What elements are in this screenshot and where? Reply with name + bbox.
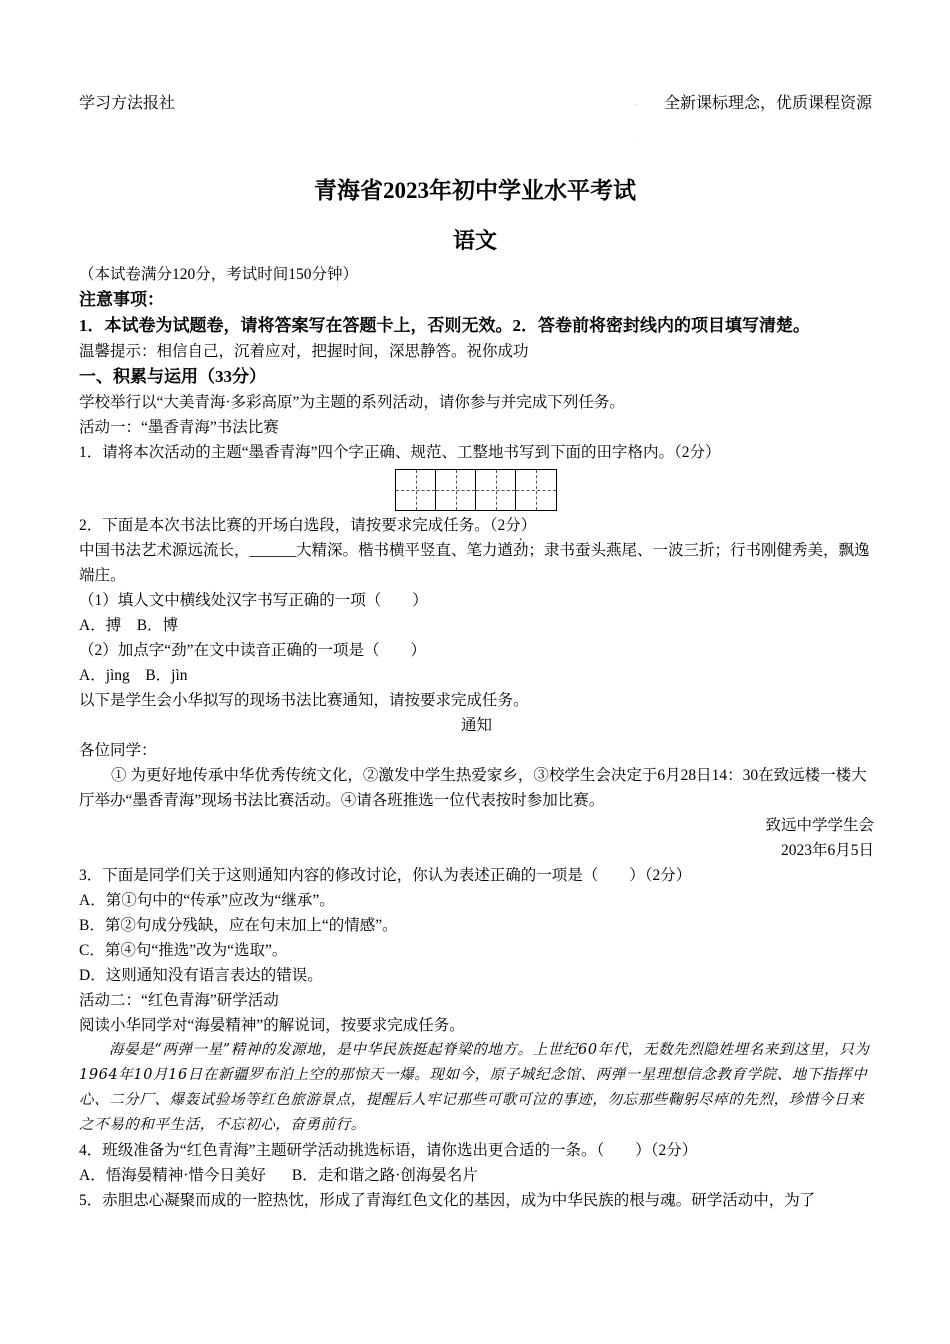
q3-option-c[interactable]: C．第④句“推选”改为“选取”。 xyxy=(79,942,288,959)
q2-passage xyxy=(79,538,874,588)
q4-options xyxy=(79,1163,874,1188)
section1-heading: 一、积累与运用（33分） xyxy=(79,367,266,386)
notice-greeting: 各位同学： xyxy=(79,742,157,759)
option-b[interactable]: B．博 xyxy=(136,617,179,634)
q2-dotted-char: 劲 xyxy=(513,542,529,559)
header-publisher: 学习方法报社 xyxy=(79,95,176,112)
writing-grid-row xyxy=(79,465,874,513)
haiyan-quote: 海晏是“两弹一星”精神的发源地，是中华民族挺起脊梁的地方。上世纪60年代，无数先烈隐姓埋名来到这里，只为1964年10月16日在新疆罗布泊上空的那惊天一爆。现如今，原子城纪念馆、两弹一星理想信念教育学院、地下指挥中心、二分厂、爆轰试验场等红色旅游景点，提醒后人牢记那些可歌可泣的事迹，勿忘那些鞠躬尽瘁的先烈，珍惜今日来之不易的和平生活，不忘初心，奋勇前行。 xyxy=(79,1042,870,1133)
option-b[interactable]: B．走和谐之路·创海晏名片 xyxy=(291,1167,478,1184)
question-4: 4．班级准备为“红色青海”主题研学活动挑选标语，请你选出更合适的一条。（ ）（2分） xyxy=(79,1142,698,1159)
tianzige-grid[interactable] xyxy=(395,469,557,511)
notice-text: ① 为更好地传承中华优秀传统文化，②激发中学生热爱家乡，③校学生会决定于6月28日14：30在致远楼一楼大厅举办“墨香青海”现场书法比赛活动。④请各班推选一位代表按时参加比赛。 xyxy=(79,767,867,809)
question-3: 3．下面是同学们关于这则通知内容的修改讨论，你认为表述正确的一项是（ ）（2分） xyxy=(79,867,692,884)
notice-signer: 致远中学学生会 xyxy=(765,817,874,834)
tianzige-cell[interactable] xyxy=(516,470,556,510)
q3-option-d[interactable]: D．这则通知没有语言表达的错误。 xyxy=(79,967,323,984)
question-1: 1．请将本次活动的主题“墨香青海”四个字正确、规范、工整地书写到下面的田字格内。（2分） xyxy=(79,444,721,461)
warm-tip: 温馨提示：相信自己，沉着应对，把握时间，深思静答。祝你成功 xyxy=(79,343,529,360)
notice-date: 2023年6月5日 xyxy=(780,842,874,859)
exam-content xyxy=(79,262,874,1213)
option-a[interactable]: A．悟海晏精神·惜今日美好 xyxy=(79,1167,266,1184)
question-5: 5．赤胆忠心凝聚而成的一腔热忱，形成了青海红色文化的基因，成为中华民族的根与魂。研学活动中，为了 xyxy=(79,1192,816,1209)
option-a[interactable]: A．搏 xyxy=(79,617,122,634)
question-2: 2．下面是本次书法比赛的开场白选段，请按要求完成任务。（2分） xyxy=(79,517,537,534)
option-b[interactable]: B．jìn xyxy=(145,667,188,684)
option-a[interactable]: A．jìng xyxy=(79,667,130,684)
activity1-title: 活动一：“墨香青海”书法比赛 xyxy=(79,419,279,436)
exam-info: （本试卷满分120分，考试时间150分钟） xyxy=(79,266,359,283)
tianzige-cell[interactable] xyxy=(396,470,436,510)
q3-option-a[interactable]: A．第①句中的“传承”应改为“继承”。 xyxy=(79,892,335,909)
notice-heading: 注意事项： xyxy=(79,290,164,309)
header-mark-2: · xyxy=(637,140,639,146)
q2-passage-before: 中国书法艺术源远流长，______大精深。楷书横平竖直、笔力遒 xyxy=(79,542,514,559)
notice-body: 1．本试卷为试题卷，请将答案写在答题卡上，否则无效。2．答卷前将密封线内的项目填写清楚。 xyxy=(79,316,810,335)
tianzige-cell[interactable] xyxy=(476,470,516,510)
reading-intro: 阅读小华同学对“海晏精神”的解说词，按要求完成任务。 xyxy=(79,1017,465,1034)
exam-subject: 语文 xyxy=(452,228,497,253)
q2-2-options xyxy=(79,663,874,688)
activity2-title: 活动二：“红色青海”研学活动 xyxy=(79,992,279,1009)
exam-title: 青海省2023年初中学业水平考试 xyxy=(314,178,636,203)
section1-intro: 学校举行以“大美青海·多彩高原”为主题的系列活动，请你参与并完成下列任务。 xyxy=(79,394,625,411)
q3-option-b[interactable]: B．第②句成分残缺，应在句末加上“的情感”。 xyxy=(79,917,398,934)
header-mark: . xyxy=(636,98,638,107)
question-2-2: （2）加点字“劲”在文中读音正确的一项是（ ） xyxy=(79,642,427,659)
notice-title: 通知 xyxy=(460,717,492,734)
header-slogan: 全新课标理念，优质课程资源 xyxy=(663,95,872,112)
q2-passage-after: ；隶书蚕头燕尾、一波三折；行书刚健秀美，飘逸端庄。 xyxy=(79,542,870,584)
q2-1-options xyxy=(79,613,874,638)
notice-intro: 以下是学生会小华拟写的现场书法比赛通知，请按要求完成任务。 xyxy=(79,692,529,709)
question-2-1: （1）填人文中横线处汉字书写正确的一项（ ） xyxy=(79,592,428,609)
tianzige-cell[interactable] xyxy=(436,470,476,510)
